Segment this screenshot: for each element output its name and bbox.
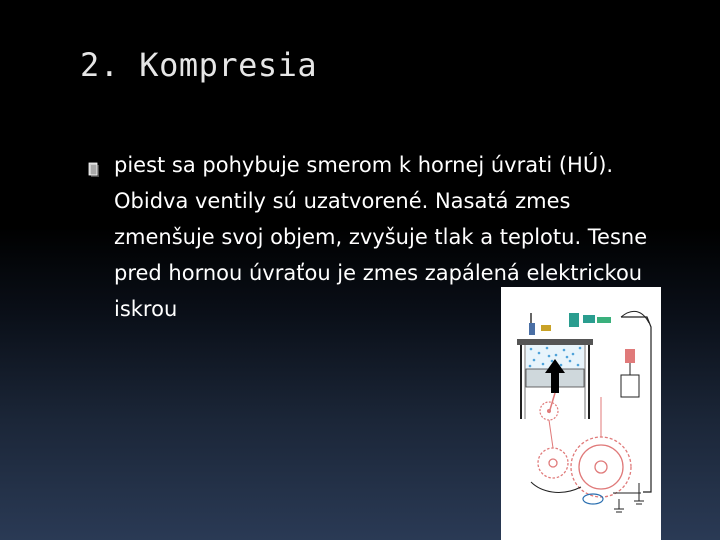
valve-icon [529,323,535,335]
engine-compression-diagram [501,287,661,540]
small-gear-icon [538,448,568,478]
coil-box [621,375,639,397]
ignition-wire [621,317,651,492]
cylinder-head [517,339,593,345]
valve-icon [583,315,595,323]
bullet-text: piest sa pohybuje smerom k hornej úvrati (HÚ). Obidva ventily sú uzatvorené. Nasatá zmes zmenšuje svoj objem, zvyšuje tlak a teplotu. Tesne pred hornou úvraťou je zmes zapálená elektrickou iskrou [114,153,648,321]
spark-plug-icon [569,313,579,327]
coil-icon [625,349,635,363]
square-bullet-icon [88,155,100,175]
ground-icon [614,483,644,512]
slide-title: 2. Kompresia [80,46,318,84]
engine-diagram-svg [501,287,661,540]
